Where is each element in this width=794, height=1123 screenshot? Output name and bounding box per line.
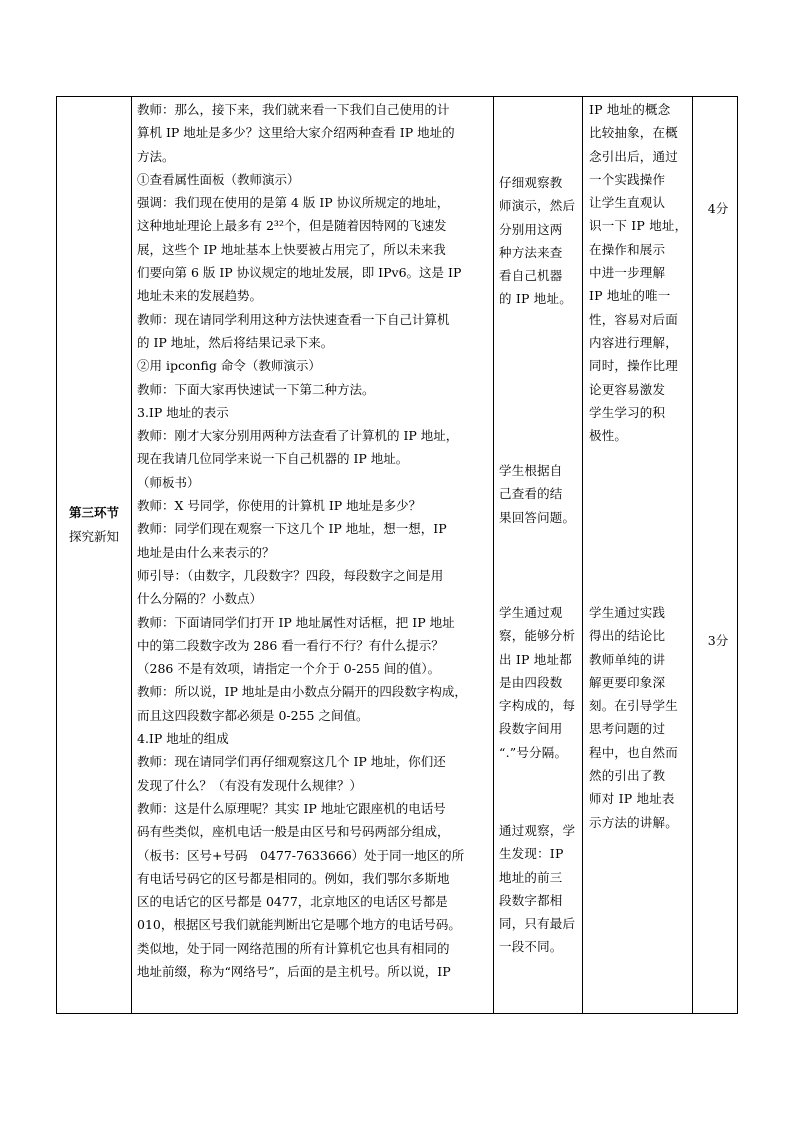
student-line: 看自己机器 [499,268,563,284]
teacher-line: 而且这四段数字都必须是 0-255 之间值。 [137,707,369,723]
teacher-line: 教师：现在请同学利用这种方法快速查看一下自己计算机 [137,311,450,327]
intent-line: 比较抽象，在概 [589,125,678,141]
teacher-line: （286 不是有效项，请指定一个介于 0-255 间的值）。 [137,661,441,677]
teacher-line: 4.IP 地址的组成 [137,731,229,747]
teacher-line: 教师：下面大家再快速试一下第二种方法。 [137,381,375,397]
time-4min: 4分 [707,201,729,216]
intent-line: 学生通过实践 [589,605,666,620]
lesson-plan-table [56,96,738,1014]
student-line: 通过观察，学 [499,823,576,838]
student-line: 学生根据自 [499,463,563,478]
teacher-line: 这种地址理论上最多有 2³²个，但是随着因特网的飞速发 [137,218,447,234]
teacher-line: 区的电话它的区号都是 0477，北京地区的电话区号都是 [137,894,448,910]
column-divider [131,97,132,1013]
intent-line: 极性。 [589,428,628,444]
teacher-line: 教师：刚才大家分别用两种方法查看了计算机的 IP 地址， [137,428,459,444]
student-line: 段数字间用 [499,721,563,737]
student-line: 果回答问题。 [499,509,576,525]
intent-line: 念引出后，通过 [589,148,678,164]
intent-line: 程中，也自然而 [589,744,678,760]
student-line: 仔细观察教 [499,175,563,190]
intent-line: 解更要印象深 [589,674,666,690]
intent-line: 性，容易对后面 [589,311,678,327]
student-line: “.”号分隔。 [499,744,568,760]
design-intent-block [589,98,689,447]
teacher-line: 算机 IP 地址是多少？这里给大家介绍两种查看 IP 地址的 [137,125,455,141]
student-line: 出 IP 地址都 [499,651,572,667]
student-activity-block [499,171,581,311]
student-line: 段数字都相 [499,892,563,908]
student-line: 师演示，然后 [499,198,576,214]
teacher-line: 的 IP 地址，然后将结果记录下来。 [137,334,334,350]
intent-line: IP 地址的概念 [589,102,671,117]
teacher-line: 教师：现在请同学们再仔细观察这几个 IP 地址，你们还 [137,754,446,770]
teacher-line: 教师：X 号同学，你使用的计算机 IP 地址是多少？ [137,498,422,514]
student-line: 一段不同。 [499,939,563,955]
student-line: 生发现：IP [499,846,564,862]
teacher-line: 方法。 [137,148,175,164]
teacher-line: 3.IP 地址的表示 [137,404,229,420]
student-line: 己查看的结 [499,486,563,502]
time-3min: 3分 [707,633,729,648]
teacher-line: 现在我请几位同学来说一下自己机器的 IP 地址。 [137,451,409,467]
teacher-line: （板书：区号+号码 0477-7633666）处于同一地区的所 [137,847,465,863]
teacher-line: 类似地，处于同一网络范围的所有计算机它也具有相同的 [137,940,450,956]
student-line: 的 IP 地址。 [499,291,572,307]
intent-line: IP 地址的唯一 [589,288,671,304]
teacher-line: 地址是由什么来表示的？ [137,544,275,560]
teacher-line: ②用 ipconfig 命令（教师演示） [137,358,321,374]
column-divider [493,97,494,1013]
teacher-line: 发现了什么？（有没有发现什么规律？） [137,777,363,793]
intent-line: 内容进行理解， [589,334,678,350]
teacher-line: 教师：所以说，IP 地址是由小数点分隔开的四段数字构成， [137,684,467,700]
student-activity-block [499,601,581,764]
intent-line: 让学生直观认 [589,195,666,211]
design-intent-block [589,601,689,834]
teacher-line: 010，根据区号我们就能判断出它是哪个地方的电话号码。 [137,917,461,933]
teacher-line: 展，这些个 IP 地址基本上快要被占用完了，所以未来我 [137,241,446,257]
intent-line: 识一下 IP 地址， [589,218,688,234]
intent-line: 同时，操作比理 [589,358,678,374]
column-divider [692,97,693,1013]
student-line: 是由四段数 [499,674,563,690]
intent-line: 论更容易激发 [589,381,666,397]
teacher-line: 码有些类似，座机电话一般是由区号和号码两部分组成， [137,824,450,840]
column-divider [582,97,583,1013]
teacher-line: ①查看属性面板（教师演示） [137,171,300,187]
stage-subtitle: 探究新知 [68,529,119,544]
intent-line: 示方法的讲解。 [589,814,678,830]
stage-title: 第三环节 [68,505,119,520]
student-activity-block [499,819,581,959]
intent-line: 教师单纯的讲 [589,651,666,667]
teacher-line: 教师：下面请同学们打开 IP 地址属性对话框，把 IP 地址 [137,614,455,630]
teacher-line: 教师：这是什么原理呢？其实 IP 地址它跟座机的电话号 [137,800,446,816]
student-line: 地址的前三 [499,869,563,885]
student-activity-block [499,459,581,529]
teacher-line: 们要向第 6 版 IP 协议规定的地址发展，即 IPv6。这是 IP [137,265,462,281]
student-line: 分别用这两 [499,221,563,237]
teacher-line: 地址未来的发展趋势。 [137,288,263,304]
student-line: 同，只有最后 [499,916,576,932]
student-line: 种方法来查 [499,244,563,260]
student-line: 学生通过观 [499,605,563,620]
teacher-line: 强调：我们现在使用的是第 4 版 IP 协议所规定的地址， [137,195,450,211]
student-line: 察，能够分析 [499,628,576,644]
teacher-line: 什么分隔的？小数点） [137,591,263,607]
student-line: 字构成的，每 [499,698,576,714]
intent-line: 在操作和展示 [589,241,666,257]
teacher-line: 地址前缀，称为“网络号”，后面的是主机号。所以说，IP [137,963,451,979]
intent-line: 学生学习的积 [589,404,666,420]
teacher-line: 中的第二段数字改为 286 看一看行不行？有什么提示？ [137,637,444,653]
intent-line: 一个实践操作 [589,171,666,187]
intent-line: 然的引出了教 [589,768,666,784]
intent-line: 师对 IP 地址表 [589,791,675,807]
teacher-activity-cell [137,98,489,983]
intent-line: 得出的结论比 [589,628,666,644]
teacher-line: 师引导：（由数字，几段数字？四段，每段数字之间是用 [137,567,444,583]
stage-cell [59,501,129,549]
intent-line: 刻。在引导学生 [589,698,678,714]
teacher-line: 教师：那么，接下来，我们就来看一下我们自己使用的计 [137,102,450,117]
teacher-line: （师板书） [137,474,200,490]
teacher-line: 有电话号码它的区号都是相同的。例如，我们鄂尔多斯地 [137,870,450,886]
teacher-line: 教师：同学们现在观察一下这几个 IP 地址，想一想，IP [137,521,447,537]
intent-line: 思考问题的过 [589,721,666,737]
intent-line: 中进一步理解 [589,265,666,281]
